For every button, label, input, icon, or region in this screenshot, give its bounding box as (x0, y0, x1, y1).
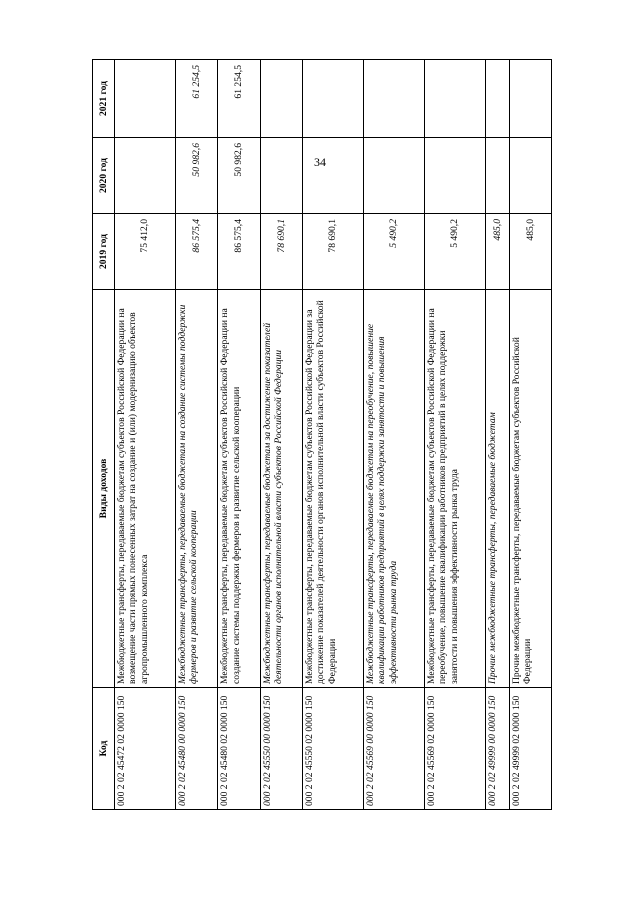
value-2020-cell: 50 982,6 (176, 138, 218, 214)
value-2020-cell (486, 138, 510, 214)
value-2021-cell: 61 254,5 (176, 60, 218, 138)
name-cell: Межбюджетные трансферты, передаваемые бюджетам субъектов Российской Федерации на возмещение части прямых понесенных затрат на создание и (или) модернизацию объектов агропромышленного комплекса (115, 290, 176, 688)
name-cell: Прочие межбюджетные трансферты, передаваемые бюджетам субъектов Российской Федерации (509, 290, 551, 688)
rotated-table-container (92, 60, 552, 810)
value-2019-cell: 485,0 (486, 214, 510, 290)
value-2019-cell: 5 490,2 (363, 214, 424, 290)
header-name: Виды доходов (93, 290, 115, 688)
table-row (486, 60, 510, 810)
value-2021-cell (363, 60, 424, 138)
value-2020-cell (302, 138, 363, 214)
value-2020-cell: 50 982,6 (218, 138, 260, 214)
value-2020-cell (363, 138, 424, 214)
table-row (302, 60, 363, 810)
name-cell: Межбюджетные трансферты, передаваемые бюджетам субъектов Российской Федерации на создание системы поддержки фермеров и развитие сельской кооперации (218, 290, 260, 688)
table-row (260, 60, 302, 810)
value-2019-cell: 485,0 (509, 214, 551, 290)
value-2019-cell: 78 690,1 (302, 214, 363, 290)
code-cell: 000 2 02 45569 00 0000 150 (363, 688, 424, 810)
code-cell: 000 2 02 45480 00 0000 150 (176, 688, 218, 810)
value-2019-cell: 86 575,4 (218, 214, 260, 290)
value-2021-cell (424, 60, 485, 138)
value-2020-cell (260, 138, 302, 214)
table-row (363, 60, 424, 810)
code-cell: 000 2 02 49999 00 0000 150 (486, 688, 510, 810)
code-cell: 000 2 02 45480 02 0000 150 (218, 688, 260, 810)
value-2021-cell (115, 60, 176, 138)
name-cell: Межбюджетные трансферты, передаваемые бюджетам субъектов Российской Федерации за достижение показателей деятельности органов исполнительной власти субъектов Российской Федерации (302, 290, 363, 688)
table-row (218, 60, 260, 810)
value-2021-cell (260, 60, 302, 138)
value-2020-cell (424, 138, 485, 214)
table-row (424, 60, 485, 810)
revenue-table (92, 59, 552, 810)
value-2021-cell: 61 254,5 (218, 60, 260, 138)
page-number: 34 (314, 155, 326, 169)
header-2021: 2021 год (93, 60, 115, 138)
code-cell: 000 2 02 45472 02 0000 150 (115, 688, 176, 810)
value-2021-cell (509, 60, 551, 138)
value-2019-cell: 5 490,2 (424, 214, 485, 290)
name-cell: Прочие межбюджетные трансферты, передаваемые бюджетам (486, 290, 510, 688)
code-cell: 000 2 02 45550 00 0000 150 (260, 688, 302, 810)
table-body (115, 60, 552, 810)
value-2019-cell: 78 690,1 (260, 214, 302, 290)
value-2019-cell: 75 412,0 (115, 214, 176, 290)
table-row (115, 60, 176, 810)
value-2021-cell (302, 60, 363, 138)
name-cell: Межбюджетные трансферты, передаваемые бюджетам за достижение показателей деятельности органов исполнительной власти субъектов Российской Федерации (260, 290, 302, 688)
value-2020-cell (115, 138, 176, 214)
header-2020: 2020 год (93, 138, 115, 214)
name-cell: Межбюджетные трансферты, передаваемые бюджетам субъектов Российской Федерации на переобучение, повышение квалификации работников предприятий в целях поддержки занятости и повышения эффективности рынка труда (424, 290, 485, 688)
value-2019-cell: 86 575,4 (176, 214, 218, 290)
name-cell: Межбюджетные трансферты, передаваемые бюджетам на переобучение, повышение квалификации работников предприятий в целях поддержки занятости и повышения эффективности рынка труда (363, 290, 424, 688)
header-2019: 2019 год (93, 214, 115, 290)
header-code: Код (93, 688, 115, 810)
code-cell: 000 2 02 45569 02 0000 150 (424, 688, 485, 810)
table-header-row (93, 60, 115, 810)
code-cell: 000 2 02 49999 02 0000 150 (509, 688, 551, 810)
name-cell: Межбюджетные трансферты, передаваемые бюджетам на создание системы поддержки фермеров и развитие сельской кооперации (176, 290, 218, 688)
value-2020-cell (509, 138, 551, 214)
code-cell: 000 2 02 45550 02 0000 150 (302, 688, 363, 810)
table-row (176, 60, 218, 810)
value-2021-cell (486, 60, 510, 138)
table-row (509, 60, 551, 810)
